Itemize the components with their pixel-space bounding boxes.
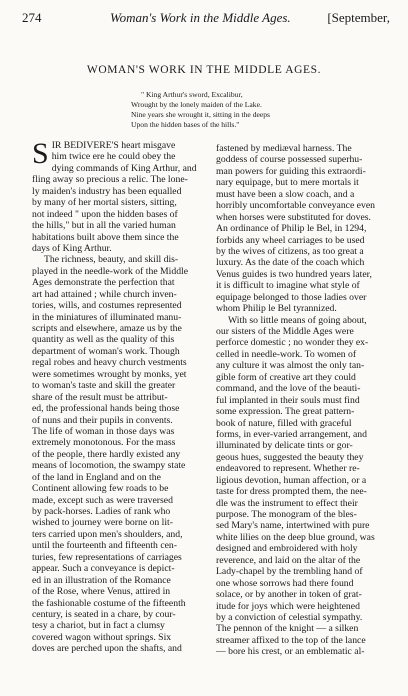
text-line: ed, the professional hands being those — [32, 403, 180, 415]
text-line: appear. Such a conveyance is depict- — [32, 563, 175, 575]
text-line: until the fourteenth and fifteenth cen- — [32, 540, 177, 552]
article-title: WOMAN'S WORK IN THE MIDDLE AGES. — [86, 64, 322, 76]
text-line: century, is seated in a chare, by cour- — [32, 608, 176, 620]
text-line: nary equipage, but to mere mortals it — [216, 177, 359, 189]
left-column — [32, 137, 217, 655]
text-line: by pack-horses. Ladies of rank who — [32, 506, 171, 518]
epigraph-line: Wrought by the lonely maiden of the Lake. — [131, 100, 262, 109]
text-line: ed in an illustration of the Romance — [32, 574, 171, 586]
text-line: itude for joys which were heightened — [216, 600, 360, 612]
text-line: purpose. The monogram of the bles- — [216, 509, 357, 520]
page-number: 274 — [22, 10, 42, 25]
text-line: equipage belonged to those ladies over — [216, 291, 367, 303]
text-line: solace, or by another in token of grat- — [216, 589, 362, 601]
text-line: book of nature, filled with graceful — [216, 417, 352, 429]
epigraph-line: Upon the hidden bases of the hills." — [131, 120, 240, 129]
text-line: by many of her mortal sisters, sitting, — [32, 197, 177, 209]
text-line: sed Mary's name, intertwined with pure — [216, 520, 370, 532]
text-line: streamer affixed to the top of the lance — [216, 634, 366, 646]
text-line: covered wagon without springs. Six — [32, 631, 172, 643]
text-line: command, and the love of the beauti- — [216, 383, 361, 395]
text-line: of the people, there hardly existed any — [32, 448, 181, 460]
text-line: tories, wills, and costumes represented — [32, 300, 182, 312]
text-line: Continent allowing few roads to be — [32, 483, 169, 495]
text-line: quantity as well as the quality of this — [32, 334, 175, 346]
epigraph-line: Nine years she wrought it, sitting in the deeps — [131, 110, 270, 119]
text-line: by the wives of citizens, as too great a — [216, 245, 364, 257]
text-line: ters carried upon men's shoulders, and, — [32, 528, 183, 540]
running-header — [22, 9, 398, 27]
text-line: by a conviction of celestial sympathy. — [216, 611, 363, 623]
epigraph-line: " King Arthur's sword, Excalibur, — [141, 90, 243, 99]
text-line: luxury. As the date of the coach which — [216, 257, 365, 269]
text-line: of the land in England and on the — [32, 471, 161, 483]
text-line: means of locomotion, the swampy state — [32, 460, 186, 472]
text-line: the hills," but in all the varied human — [32, 220, 176, 232]
running-title: Woman's Work in the Middle Ages. — [110, 10, 291, 25]
text-line: ful implanted in their souls must find — [216, 394, 360, 406]
text-line: designed and embroidered with holy — [216, 543, 358, 555]
text-line: made, except such as were traversed — [32, 494, 173, 506]
text-line: the fashionable costume of the fifteenth — [32, 597, 186, 609]
text-line: it is difficult to imagine what style of — [216, 280, 360, 292]
text-line: of the Rose, where Venus, attired in — [32, 586, 171, 598]
text-line: man powers for guiding this extraordi- — [216, 165, 366, 177]
text-line: Ages demonstrate the perfection that — [32, 277, 175, 289]
text-line: fastened by mediæval harness. The — [216, 143, 352, 154]
text-line: wished to journey were borne on lit- — [32, 517, 173, 529]
text-line: reverence, and laid on the altar of the — [216, 554, 361, 566]
text-line: doves are perched upon the shafts, and — [32, 643, 182, 655]
text-line: to woman's taste and skill the greater — [32, 380, 176, 392]
text-line: any culture it was almost the only tan- — [216, 360, 365, 372]
text-line: illuminated by delicate tints or gor- — [216, 440, 353, 452]
text-line: The pennon of the knight — a silken — [216, 623, 359, 635]
text-line: were sometimes wrought by monks, yet — [32, 368, 187, 380]
text-line: forms, in ever-varied arrangement, and — [216, 428, 367, 440]
text-line: one whose sorrows had there found — [216, 577, 354, 589]
epigraph — [131, 90, 361, 130]
text-line: Lady-chapel by the trembling hand of — [216, 566, 363, 578]
text-line: when horses were substituted for doves. — [216, 211, 371, 223]
text-line: An ordinance of Philip le Bel, in 1294, — [216, 223, 367, 235]
text-line: our sisters of the Middle Ages were — [216, 326, 354, 337]
text-line: geous hues, suggested the beauty they — [216, 451, 364, 463]
text-line: The life of woman in those days was — [32, 425, 175, 437]
text-line: art had attained ; while church inven- — [32, 288, 177, 300]
text-line: must have been a slow coach, and a — [216, 188, 355, 200]
text-line: days of King Arthur. — [32, 242, 112, 254]
text-line: dle was the instrument to effect their — [216, 497, 358, 509]
text-line: goddess of course possessed superhu- — [216, 154, 363, 166]
text-line: some expression. The great pattern- — [216, 406, 355, 418]
text-line: habitations built above them since the — [32, 231, 179, 243]
text-line: celled in needle-work. To women of — [216, 348, 357, 360]
text-line: whom Philip le Bel tyrannized. — [216, 303, 337, 315]
text-line: department of woman's work. Though — [32, 345, 180, 357]
text-line: horribly uncomfortable conveyance even — [216, 200, 375, 212]
drop-cap: S — [32, 137, 49, 170]
text-line: gible form of creative art they could — [216, 371, 356, 383]
text-line: not indeed " upon the hidden bases of — [32, 208, 178, 220]
text-line: IR BEDIVERE'S heart misgave — [51, 140, 176, 151]
issue-month: [September, — [327, 10, 390, 25]
text-line: taste for dress prompted them, the nee- — [216, 486, 367, 498]
text-line: played in the needle-work of the Middle — [32, 265, 189, 277]
text-line: perforce domestic ; no wonder they ex- — [216, 337, 369, 349]
text-line: ligious devotion, human affection, or a — [216, 474, 367, 486]
right-column — [216, 143, 401, 658]
text-line: — bore his crest, or an emblematic al- — [216, 646, 365, 658]
text-line: regal robes and heavy church vestments — [32, 357, 187, 369]
text-line: share of the result must be attribut- — [32, 391, 168, 403]
text-line: Venus guides is two hundred years later, — [216, 268, 372, 280]
text-line: forbids any wheel carriages to be used — [216, 234, 365, 246]
text-line: fling away so precious a relic. The lone- — [32, 174, 188, 186]
text-line: him twice ere he could obey the — [51, 151, 176, 163]
text-line: tesy a chariot, but in fact a clumsy — [32, 620, 165, 632]
text-line: endeavored to represent. Whether re- — [216, 463, 360, 475]
text-line: white lilies on the deep blue ground, was — [216, 531, 375, 543]
text-line: With so little means of going about, — [228, 314, 367, 326]
text-line: turies, few representations of carriages — [32, 551, 182, 563]
text-line: in the miniatures of illuminated manu- — [32, 311, 182, 323]
text-line: scripts and elsewhere, amaze us by the — [32, 323, 182, 335]
text-line: extremely monotonous. For the mass — [32, 437, 176, 449]
text-line: ly maiden's industry has been equalled — [32, 185, 182, 197]
text-line: dying commands of King Arthur, and — [51, 162, 197, 174]
text-line: The richness, beauty, and skill dis- — [44, 254, 179, 266]
text-line: of nuns and their pupils in convents. — [32, 414, 173, 426]
